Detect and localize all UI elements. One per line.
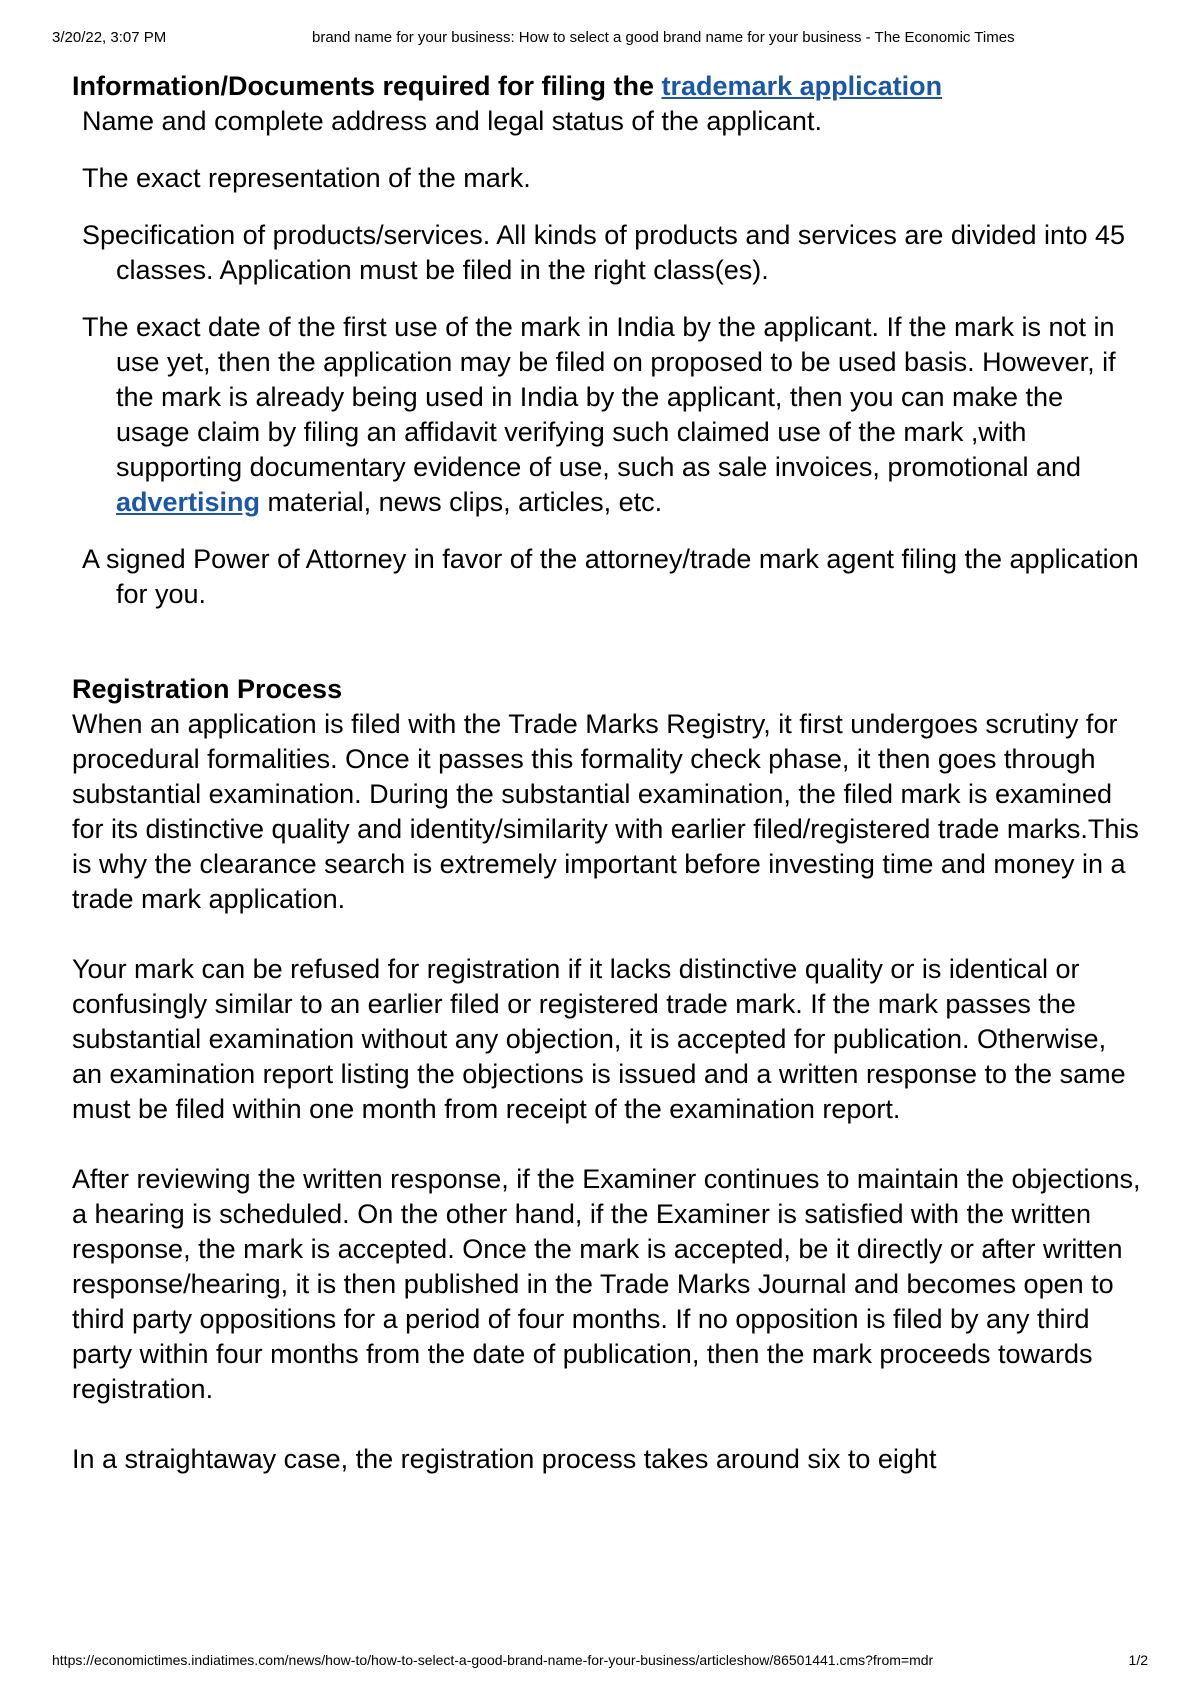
print-footer <box>52 1650 1148 1670</box>
documents-heading-text: Information/Documents required for filing the <box>72 71 662 101</box>
paragraph: When an application is filed with the Trade Marks Registry, it first undergoes scrutiny for procedural formalities. Once it passes this formality check phase, it then goes through substantial examination. During the substantial examination, the filed mark is examined for its distinctive quality and identity/similarity with earlier filed/registered trade marks.This is why the clearance search is extremely important before investing time and money in a trade mark application. <box>72 709 1139 914</box>
list-item-text: material, news clips, articles, etc. <box>260 487 663 517</box>
paragraph: In a straightaway case, the registration process takes around six to eight <box>72 1444 937 1474</box>
paragraph: Your mark can be refused for registration if it lacks distinctive quality or is identical or confusingly similar to an earlier filed or registered trade mark. If the mark passes the substantial examination without any objection, it is accepted for publication. Otherwise, an examination report listing the objections is issued and a written response to the same must be filed within one month from receipt of the examination report. <box>72 954 1126 1124</box>
list-item: Name and complete address and legal status of the applicant. <box>82 106 822 136</box>
list-item: The exact representation of the mark. <box>82 163 531 193</box>
documents-heading <box>72 68 1142 104</box>
list-item: Specification of products/services. All kinds of products and services are divided into 45 classes. Application must be filed in the right class(es). <box>82 220 1126 285</box>
print-date: 3/20/22, 3:07 PM <box>52 29 167 46</box>
paragraph: After reviewing the written response, if the Examiner continues to maintain the objections, a hearing is scheduled. On the other hand, if the Examiner is satisfied with the written response, the mark is accepted. Once the mark is accepted, be it directly or after written response/hearing, it is then published in the Trade Marks Journal and becomes open to third party oppositions for a period of four months. If no opposition is filed by any third party within four months from the date of publication, then the mark proceeds towards registration. <box>72 1164 1141 1404</box>
advertising-link[interactable]: advertising <box>116 487 261 517</box>
list-item: A signed Power of Attorney in favor of the attorney/trade mark agent filing the application for you. <box>82 544 1139 609</box>
documents-list <box>72 104 1142 612</box>
print-page-title: brand name for your business: How to select a good brand name for your business - The Economic Times <box>312 29 1015 46</box>
trademark-application-link[interactable]: trademark application <box>661 71 943 101</box>
page-number: 1/2 <box>1128 1652 1148 1668</box>
list-item-text: The exact date of the first use of the mark in India by the applicant. If the mark is not in use yet, then the application may be filed on proposed to be used basis. However, if the mark is already being used in India by the applicant, then you can make the usage claim by filing an affidavit verifying such claimed use of the mark ,with supporting documentary evidence of use, such as sale invoices, promotional and <box>82 312 1116 482</box>
article-content <box>72 68 1142 1512</box>
registration-process-heading: Registration Process <box>72 674 343 704</box>
print-url: https://economictimes.indiatimes.com/news/how-to/how-to-select-a-good-brand-name-for-your-business/articleshow/86501441.cms?from=mdr <box>52 1652 934 1668</box>
print-header <box>52 28 1148 48</box>
list-item <box>82 310 1142 520</box>
